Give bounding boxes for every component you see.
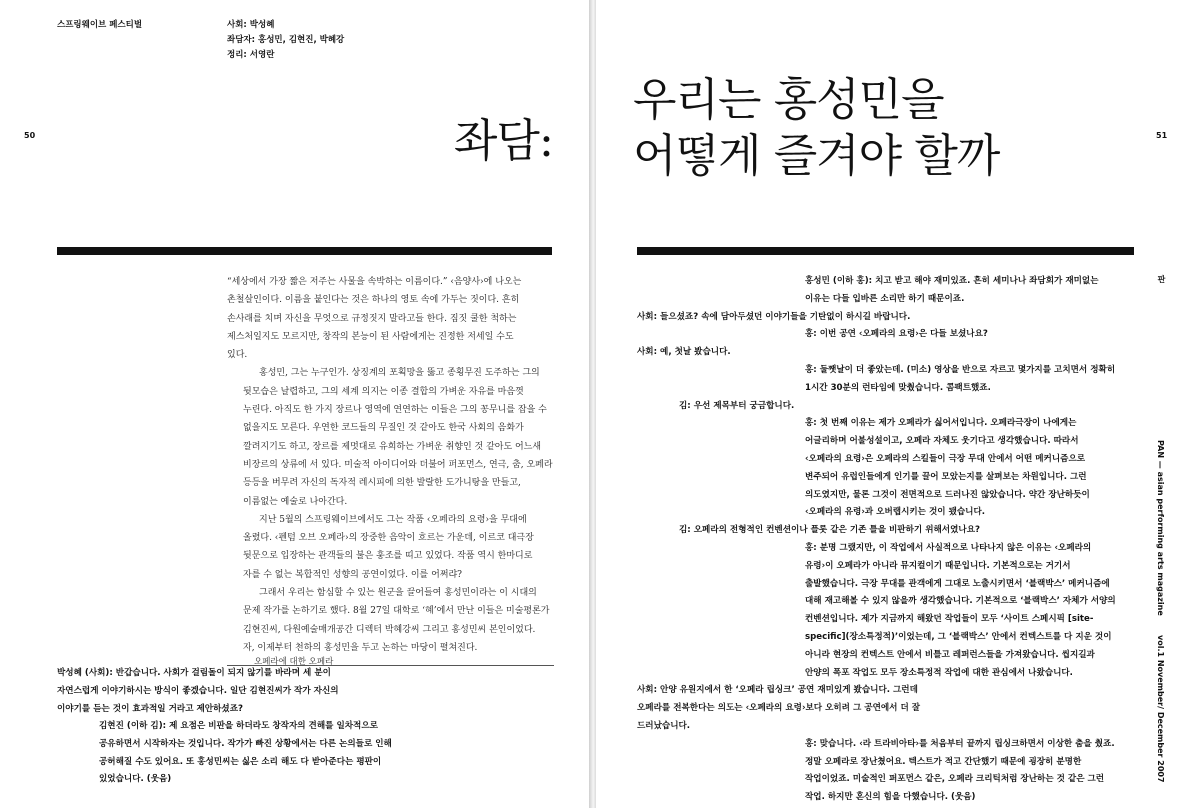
dialog-line: 아니라 현장의 컨텍스트 안에서 비틀고 레퍼런스들을 가져왔습니다. 씹지길과 <box>805 649 1095 660</box>
credits <box>227 18 344 63</box>
subhead-block <box>57 655 554 665</box>
intro-line: 자, 이제부터 천하의 홍성민을 두고 논하는 마당이 펼쳐진다. <box>243 642 478 653</box>
intro-line: 올렸다. ‹펜텀 오브 오페라›의 장중한 음악이 흐르는 가운데, 이르코 대극장 <box>243 533 534 544</box>
page-number-right: 51 <box>1156 131 1168 140</box>
dialog-line: 공유하면서 시작하자는 것입니다. 작가가 빠진 상황에서는 다른 논의들로 인해 <box>99 738 392 749</box>
intro-paragraph <box>227 364 554 510</box>
page-number-left: 50 <box>24 131 36 140</box>
vertical-labels <box>1156 275 1176 795</box>
dialog-line: 김: 우선 제목부터 궁금합니다. <box>679 400 795 411</box>
magazine-subtitle: PAN — asian performing arts magazine <box>1156 440 1165 616</box>
intro-text <box>227 273 554 657</box>
intro-line: 촌철살인이다. 이름을 붙인다는 것은 하나의 영토 속에 가두는 짓이다. 흔히 <box>227 295 520 306</box>
intro-line: 자를 수 없는 복합적인 성향의 공연이었다. 이를 어쩌랴? <box>243 569 462 580</box>
dialog-line: 1시간 30분의 런타임에 맞췄습니다. 콤팩트했죠. <box>805 382 991 393</box>
intro-line: 있다. <box>227 350 248 361</box>
intro-line: 이름없는 예술로 나아간다. <box>243 496 348 507</box>
dialog-line: 작업이었죠. 미술적인 퍼포먼스 같은, 오페라 크리틱처럼 장난하는 것 같은 그런 <box>805 774 1105 785</box>
intro-line: 김현진씨, 다원예술매개공간 디렉터 박혜강씨 그리고 홍성민씨 본인이었다. <box>243 624 536 635</box>
intro-line: 문제 작가를 논하기로 했다. 8월 27일 대학로 ‘혜’에서 만난 이들은 미술평론가 <box>243 606 550 617</box>
dialog-line: 이유는 다들 입바른 소리만 하기 때문이죠. <box>805 293 965 304</box>
dialog-line: 공허해질 수도 있어요. 또 홍성민씨는 싫은 소리 해도 다 받아준다는 평판이 <box>99 756 382 767</box>
credit-panelists: 좌담자: 홍성민, 김현진, 박혜강 <box>227 35 345 45</box>
dialog-line: 김현진 (이하 김): 제 요점은 비판을 하더라도 창작자의 견해를 일차적으로 <box>99 721 378 731</box>
intro-line: 등등을 버무려 자신의 독자적 레시피에 의한 발랄한 도가니탕을 만들고, <box>243 478 521 489</box>
dialog-line: 의도였지만, 물론 그것이 전면적으로 드러나진 않았습니다. 약간 장난하듯이 <box>805 489 1090 500</box>
left-page <box>0 0 589 808</box>
right-page <box>596 0 1190 808</box>
dialog-line: 홍: 둘쨋날이 더 좋았는데. (미소) 영상을 반으로 자르고 몇가지를 고치면서 정확히 <box>805 364 1116 375</box>
intro-line: “세상에서 가장 짧은 저주는 사물을 속박하는 이름이다.” ‹음양사›에 나오는 <box>227 277 522 287</box>
dialog-line: 안양의 폭포 작업도 모두 장소특정적 작업에 대한 관심에서 나왔습니다. <box>805 667 1073 678</box>
intro-line: 비장르의 상류에 서 있다. 미술적 아이디어와 더불어 퍼포먼스, 연극, 춤, 오페라 <box>243 459 553 470</box>
divider-bar-left <box>57 247 552 255</box>
headline-line-1: 우리는 홍성민을 <box>633 73 944 126</box>
dialog-line: 출발했습니다. 극장 무대를 관객에게 그대로 노출시키면서 ‘블랙박스’ 메커니즘에 <box>805 578 1110 589</box>
dialog-line: 있었습니다. (웃음) <box>99 774 172 785</box>
issue-label: vol.1 November/ December 2007 <box>1156 635 1165 783</box>
dialog-line: 어글리하며 어불성설이고, 오페라 자체도 웃기다고 생각했습니다. 따라서 <box>805 436 1079 447</box>
headline-line-2: 어떻게 즐겨야 할까 <box>633 129 1000 182</box>
headline <box>633 72 999 184</box>
intro-paragraph <box>227 273 554 364</box>
intro-line: 지난 5월의 스프링웨이브에서도 그는 작품 ‹오페라의 요령›을 무대에 <box>259 514 527 525</box>
dialog-line: ‹오페라의 요령›은 오페라의 스킬들이 극장 무대 안에서 어떤 메커니즘으로 <box>805 453 1086 464</box>
dialog-line: 사회: 안양 유원지에서 한 ‘오페라 립싱크’ 공연 재미있게 봤습니다. 그런데 <box>637 685 918 696</box>
dialog-line: 오페라를 전복한다는 의도는 ‹오페라의 요령›보다 오히려 그 공연에서 더 잘 <box>637 703 921 714</box>
intro-paragraph <box>227 584 554 657</box>
dialog-kim <box>99 718 519 789</box>
intro-line: 뒷모습은 날렵하고, 그의 세계 의지는 이종 결합의 가벼운 자유를 마음껏 <box>243 386 524 397</box>
dialog-line: 홍성민 (이하 홍): 치고 받고 해야 재미있죠. 흔히 세미나나 좌담회가 재미없는 <box>805 276 1099 286</box>
dialog-line: 이야기를 듣는 것이 효과적일 거라고 제안하셨죠? <box>57 703 243 714</box>
intro-line: 제스처일지도 모르지만, 창작의 본능이 된 사람에게는 진정한 저세일 수도 <box>227 331 514 342</box>
dialog-moderator <box>57 665 497 718</box>
dialog-line: 작업. 하지만 혼신의 힘을 다했습니다. (웃음) <box>805 792 976 803</box>
intro-line: 홍성민, 그는 누구인가. 상징계의 포획망을 뚫고 종횡무진 도주하는 그의 <box>259 368 540 379</box>
magazine-name: 판 <box>1157 275 1166 283</box>
intro-line: 손사래를 치며 자신을 무엇으로 규정짓지 말라고들 한다. 짐짓 쿨한 척하는 <box>227 313 517 324</box>
dialog-line: 김: 오페라의 전형적인 컨벤션이나 플롯 같은 기존 틀을 비판하기 위해서였나요? <box>679 525 980 536</box>
dialog-line: 자연스럽게 이야기하시는 방식이 좋겠습니다. 일단 김현진씨가 작가 자신의 <box>57 685 339 696</box>
credit-moderator: 사회: 박성혜 <box>227 20 275 30</box>
dialog-line: 정말 오페라로 장난쳤어요. 텍스트가 적고 간단했기 때문에 굉장히 분명한 <box>805 756 1082 767</box>
dialog-right <box>596 273 1190 807</box>
credit-editor: 정리: 서영란 <box>227 50 275 60</box>
dialog-line: 사회: 예, 첫날 봤습니다. <box>637 347 731 358</box>
intro-line: 누린다. 아직도 한 가지 장르나 영역에 연연하는 이들은 그의 꽁무니를 잡을 수 <box>243 405 547 416</box>
intro-line: 없을지도 모른다. 우연한 코드들의 무질인 것 같아도 한국 사회의 음화가 <box>243 423 524 434</box>
dialog-line: ‹오페라의 유령›과 오버랩시키는 것이 됐습니다. <box>805 507 986 518</box>
dialog-line: 홍: 맞습니다. ‹라 트라비아타›를 처음부터 끝까지 립싱크하면서 이상한 춤을 췄죠. <box>805 738 1115 749</box>
intro-line: 그래서 우리는 함심할 수 있는 원군을 끌어들여 홍성민이라는 이 시대의 <box>259 588 537 599</box>
intro-line: 뒷문으로 입장하는 관객들의 불은 훙조를 띠고 있었다. 작품 역시 한마디로 <box>243 551 533 562</box>
dialog-line: 대해 재고해볼 수 있지 않을까 생각했습니다. 기본적으로 ‘블랙박스’ 자체가 서양의 <box>805 596 1116 607</box>
divider-bar-right <box>637 247 1134 255</box>
title-roundtable: 좌담: <box>453 114 553 167</box>
dialog-line: 컨벤션입니다. 제가 지금까지 해왔던 작업들이 모두 ‘사이트 스페시픽 [site- <box>805 614 1094 625</box>
dialog-line: 유령›이 오페라가 아니라 뮤지컬이기 때문입니다. 기본적으로는 거기서 <box>805 560 1071 571</box>
book-gutter <box>589 0 596 808</box>
dialog-line: 홍: 첫 번째 이유는 제가 오페라가 싫어서입니다. 오페라극장이 나에게는 <box>805 418 1077 429</box>
dialog-line: specific](장소특정적)’이었는데, 그 ‘블랙박스’ 안에서 컨텍스트를 다 지운 것이 <box>805 631 1112 642</box>
dialog-line: 드러났습니다. <box>637 720 691 731</box>
subhead: 오페라에 대한 오페라 <box>254 657 334 667</box>
intro-paragraph <box>227 511 554 584</box>
dialog-line: 홍: 이번 공연 ‹오페라의 요령›은 다들 보셨나요? <box>805 329 988 340</box>
dialog-line: 변주되어 유럽인들에게 인기를 끌어 모았는지를 살펴보는 차원입니다. 그런 <box>805 471 1087 482</box>
dialog-line: 사회: 들으셨죠? 속에 담아두셨던 이야기들을 기탄없이 하시길 바랍니다. <box>637 311 911 322</box>
dialog-line: 홍: 분명 그랬지만, 이 작업에서 사실적으로 나타나지 않은 이유는 ‹오페라의 <box>805 542 1092 553</box>
dialog-line: 박성혜 (사회): 반갑습니다. 사회가 걸림돌이 되지 않기를 바라며 세 분이 <box>57 668 331 678</box>
festival-label: 스프링웨이브 페스티벌 <box>57 20 143 30</box>
intro-line: 깔려지기도 하고, 장르를 제멋대로 유희하는 가벼운 취향인 것 같아도 어느새 <box>243 441 542 452</box>
